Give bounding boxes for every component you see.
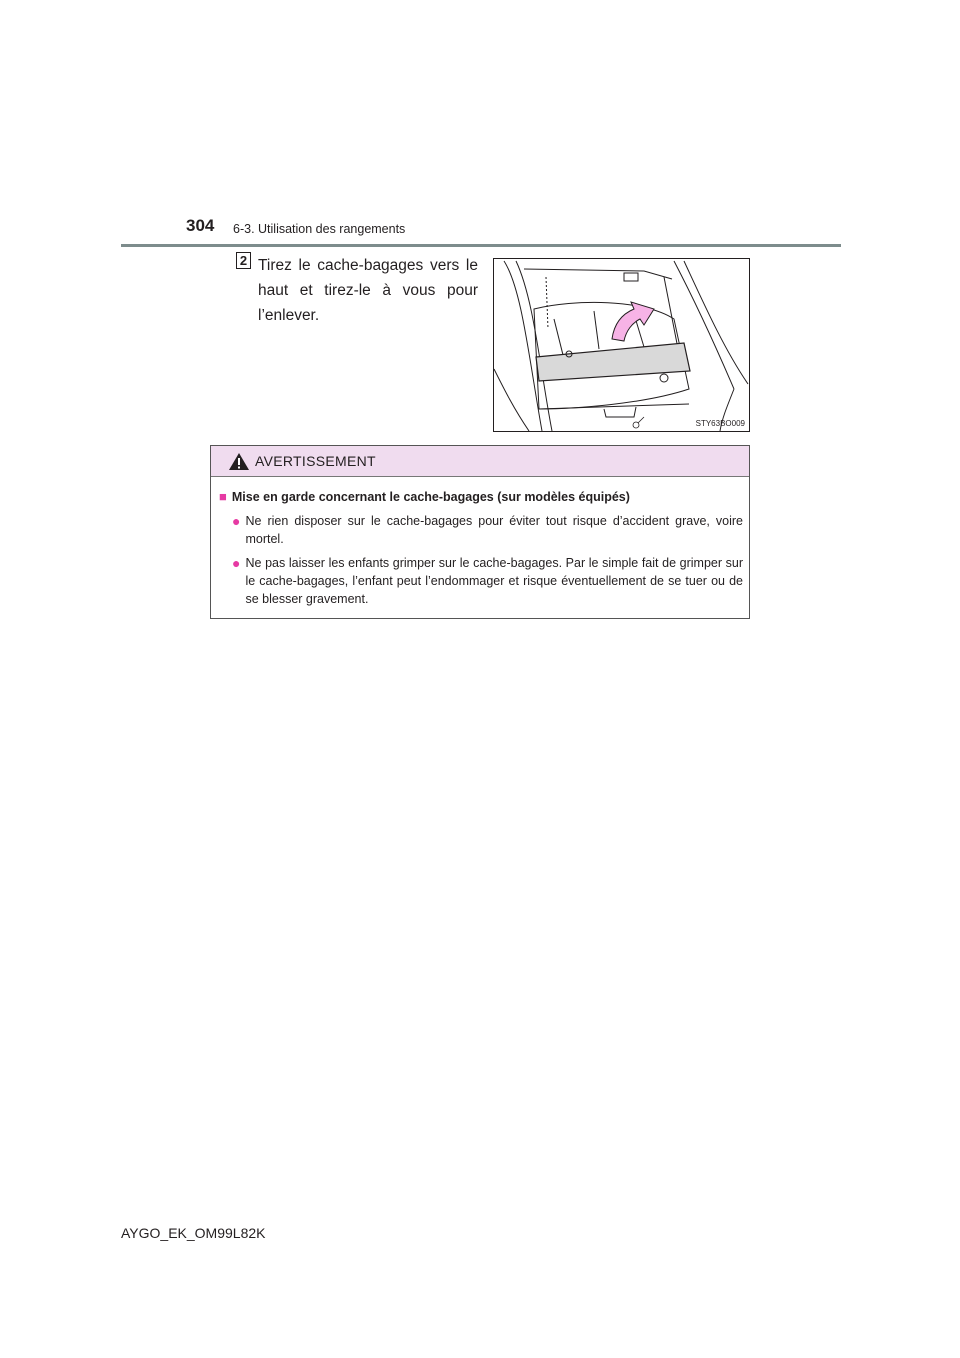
warning-box bbox=[210, 445, 750, 619]
circle-bullet-icon: ● bbox=[232, 513, 241, 529]
trunk-drawing bbox=[494, 259, 749, 431]
document-code: AYGO_EK_OM99L82K bbox=[121, 1225, 266, 1241]
warning-triangle-icon bbox=[228, 452, 250, 471]
header-rule bbox=[121, 244, 841, 247]
section-title: 6-3. Utilisation des rangements bbox=[233, 222, 406, 236]
warning-bullet bbox=[219, 512, 743, 548]
warning-bullet bbox=[219, 554, 743, 608]
warning-header bbox=[211, 446, 749, 477]
step-instruction: Tirez le cache-bagages vers le haut et tirez-le à vous pour l’enlever. bbox=[258, 257, 478, 324]
step-number-badge: 2 bbox=[236, 252, 251, 269]
warning-heading-text: Mise en garde concernant le cache-bagages (sur modèles équipés) bbox=[231, 490, 630, 504]
figure-code: STY63BO009 bbox=[695, 419, 745, 428]
luggage-cover-illustration bbox=[493, 258, 750, 432]
square-bullet-icon: ■ bbox=[219, 489, 227, 504]
circle-bullet-icon: ● bbox=[232, 555, 241, 571]
lift-arrow bbox=[612, 302, 654, 341]
warning-bullet-text: Ne rien disposer sur le cache-bagages pour éviter tout risque d’accident grave, voire mortel. bbox=[245, 514, 743, 546]
warning-title: AVERTISSEMENT bbox=[255, 453, 376, 469]
warning-heading bbox=[219, 488, 743, 506]
page-number: 304 bbox=[186, 216, 215, 235]
warning-bullet-text: Ne pas laisser les enfants grimper sur le cache-bagages. Par le simple fait de grimper sur le cache-bagages, l’enfant peut l’endommager et risque éventuellement de se tuer ou de se blesser gravement. bbox=[245, 556, 743, 606]
